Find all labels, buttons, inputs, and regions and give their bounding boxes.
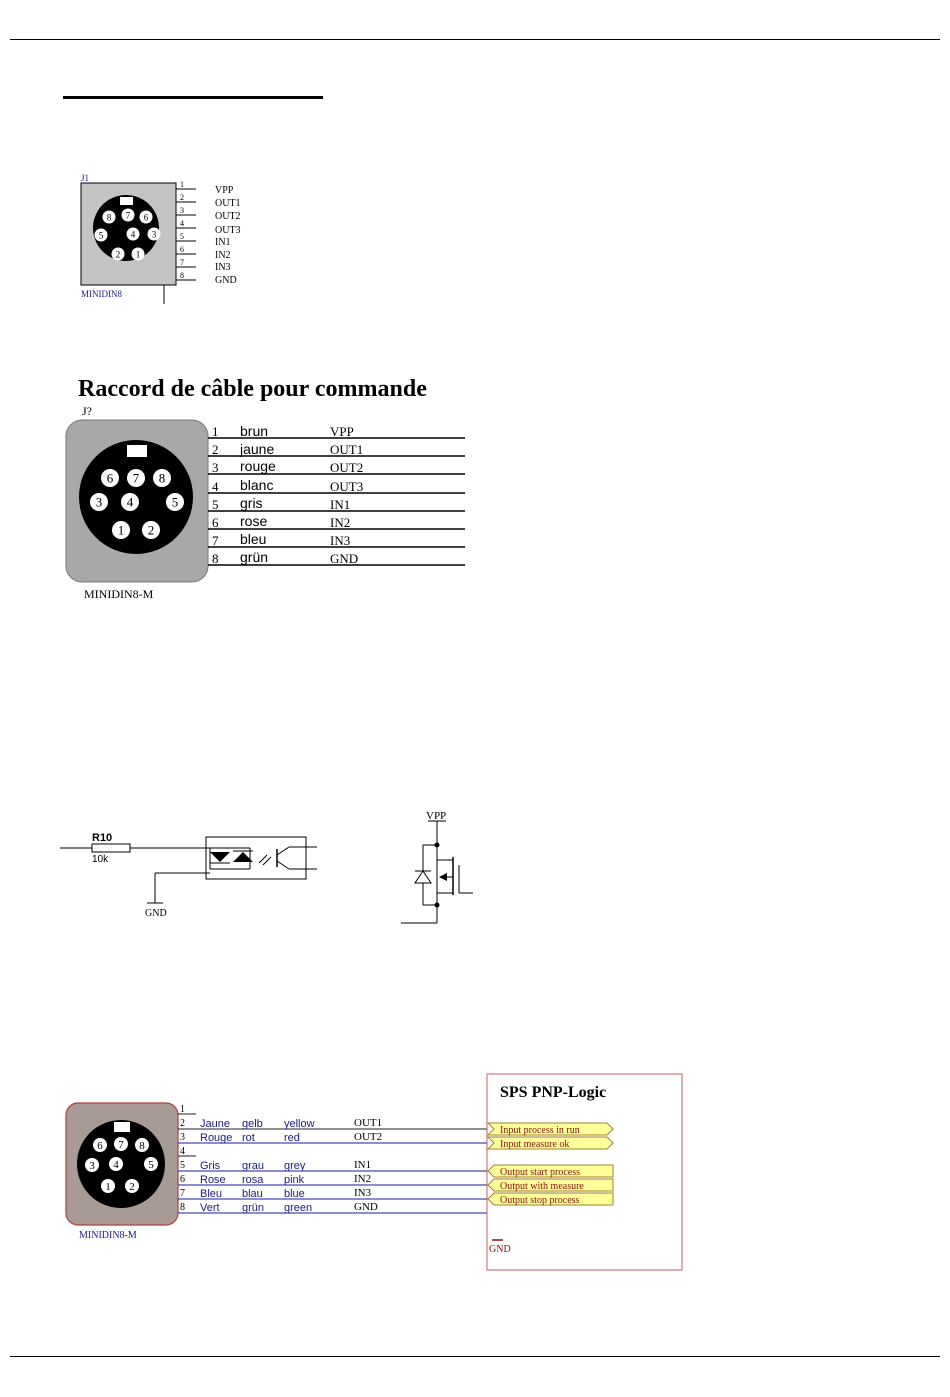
j2-signal: IN2: [330, 515, 351, 530]
j3-face-pin-label: 8: [139, 1140, 145, 1152]
j1-face-pin-label: 4: [130, 229, 136, 240]
j3-face-pin-label: 1: [105, 1181, 111, 1193]
output-mosfet-circuit: [395, 805, 485, 930]
j3-wire-fr: Gris: [200, 1160, 221, 1172]
j1-signal-label: IN3: [215, 262, 231, 273]
led-diode-symbol: [210, 852, 230, 862]
j3-pin-number: 3: [180, 1132, 185, 1143]
j2-ref-label: J?: [82, 404, 92, 418]
j1-signal-label: OUT1: [215, 198, 241, 209]
j2-signal: VPP: [330, 424, 354, 439]
j3-face-pin-label: 4: [113, 1159, 119, 1171]
j1-pin-number: 1: [180, 180, 184, 189]
j1-pin-number: 3: [180, 206, 184, 215]
j2-signal: OUT3: [330, 479, 364, 494]
j1-part-label: MINIDIN8: [81, 289, 122, 299]
j3-wire-fr: Vert: [200, 1202, 220, 1214]
plc-ports: [488, 1123, 613, 1206]
j2-wire-color: blanc: [240, 477, 274, 493]
j3-wire-de: grün: [242, 1202, 265, 1214]
j1-face-pin-label: 3: [151, 229, 157, 240]
j2-pin-number: 8: [212, 551, 219, 566]
j3-signal: OUT2: [354, 1131, 383, 1143]
j2-wire-color: jaune: [240, 441, 275, 457]
j2-pin-number: 7: [212, 533, 219, 548]
j1-signal-label: OUT2: [215, 211, 241, 222]
j2-pin-number: 4: [212, 479, 219, 494]
j2-wire-color: rose: [240, 513, 268, 529]
plc-port-label: Output with measure: [500, 1181, 584, 1192]
j2-pin-number: 3: [212, 460, 219, 475]
j2-signal: GND: [330, 551, 359, 566]
j3-wire-en: yellow: [284, 1118, 315, 1130]
j2-signal: OUT2: [330, 460, 364, 475]
vpp-label: VPP: [426, 810, 447, 822]
sps-wiring-diagram: [0, 1070, 700, 1315]
j1-face-pin-label: 6: [143, 212, 149, 223]
j3-pin-number: 6: [180, 1174, 185, 1185]
section-title: Raccord de câble pour commande: [78, 376, 427, 402]
j3-wire-en: pink: [284, 1174, 305, 1186]
j1-face-pin-label: 1: [135, 249, 141, 260]
j3-face-pin-label: 7: [118, 1139, 124, 1151]
j2-pin-number: 1: [212, 424, 219, 439]
j2-face-pin-label: 3: [95, 494, 103, 510]
j1-pin-numbers: [180, 180, 184, 280]
j2-face-pin-label: 4: [126, 494, 134, 510]
j3-wire-de: blau: [242, 1188, 263, 1200]
resistor-r10: [92, 844, 130, 852]
j1-key: [120, 197, 133, 205]
j1-signal-label: VPP: [215, 185, 234, 196]
j1-pin-leads: [176, 189, 196, 280]
j2-face-pin-label: 5: [171, 494, 179, 510]
j2-wire-color: bleu: [240, 531, 267, 547]
j2-wire-colors: [239, 423, 276, 565]
plc-port-label: Input measure ok: [500, 1139, 570, 1150]
j1-pin-number: 7: [180, 258, 184, 267]
j3-wire-names: [200, 1118, 315, 1214]
resistor-value-label: 10k: [92, 854, 109, 865]
j1-signal-label: GND: [215, 275, 237, 286]
j1-pin-number: 4: [180, 219, 184, 228]
bottom-rule: [10, 1356, 940, 1357]
j3-pin-number: 1: [180, 1104, 185, 1115]
j1-signal-label: IN2: [215, 250, 231, 261]
j3-signal: IN2: [354, 1173, 372, 1185]
j3-pin-number: 5: [180, 1160, 185, 1171]
j2-face-pin-label: 2: [147, 522, 155, 538]
j1-ref-label: J1: [81, 173, 90, 183]
j2-signal: IN3: [330, 533, 351, 548]
j2-key: [127, 445, 147, 457]
j2-signal: OUT1: [330, 442, 364, 457]
j2-wire-color: brun: [240, 423, 269, 439]
j3-pin-number: 7: [180, 1188, 185, 1199]
j3-wire-de: rot: [242, 1132, 255, 1144]
j1-signal-labels: [215, 185, 241, 286]
j3-wire-de: rosa: [242, 1174, 264, 1186]
ground-label: GND: [145, 908, 167, 919]
j3-face-pin-label: 2: [129, 1181, 135, 1193]
j2-face-pin-label: 6: [106, 470, 114, 486]
resistor-ref-label: R10: [92, 832, 113, 844]
j3-signal: IN1: [354, 1159, 372, 1171]
plc-port-label: Output start process: [500, 1167, 580, 1178]
j3-signal: IN3: [354, 1187, 372, 1199]
top-rule: [10, 39, 940, 40]
j3-pin-number: 4: [180, 1146, 185, 1157]
j2-pin-numbers: [212, 424, 219, 566]
j3-key: [114, 1122, 130, 1132]
cable-color-diagram: [0, 400, 480, 605]
j2-part-label: MINIDIN8-M: [84, 587, 154, 601]
minidin8-symbol-diagram: [0, 170, 300, 310]
plc-port-label: Output stop process: [500, 1195, 580, 1206]
j3-face-pin-label: 5: [148, 1159, 154, 1171]
j2-wire-color: gris: [240, 495, 263, 511]
j3-wire-en: green: [284, 1202, 313, 1214]
j3-wire-de: grau: [242, 1160, 265, 1172]
input-optocoupler-circuit: [55, 825, 330, 925]
j3-pin-number: 8: [180, 1202, 185, 1213]
j3-wire-en: grey: [284, 1160, 306, 1172]
j1-pin-number: 5: [180, 232, 184, 241]
j2-wire-color: grün: [240, 549, 269, 565]
heading-underline: [63, 96, 323, 99]
j2-face-pin-label: 7: [132, 470, 140, 486]
body-diode-symbol: [415, 871, 431, 883]
plc-port-label: Input process in run: [500, 1125, 580, 1136]
j3-signal: GND: [354, 1201, 378, 1213]
j1-face-pin-label: 5: [98, 230, 104, 241]
j2-pin-number: 2: [212, 442, 219, 457]
j3-pin-number: 2: [180, 1118, 185, 1129]
j3-wire-fr: Jaune: [200, 1118, 230, 1130]
j3-signal: OUT1: [354, 1117, 383, 1129]
j3-face-pin-label: 3: [89, 1160, 95, 1172]
j3-wire-en: red: [284, 1132, 300, 1144]
j1-signal-label: IN1: [215, 237, 231, 248]
j2-signals: [330, 424, 363, 566]
j1-face-pin-label: 2: [115, 249, 121, 260]
j3-wire-en: blue: [284, 1188, 305, 1200]
j2-pin-number: 6: [212, 515, 219, 530]
j1-pin-number: 6: [180, 245, 184, 254]
j3-face-pin-label: 6: [97, 1140, 103, 1152]
j3-wire-fr: Rose: [200, 1174, 226, 1186]
plc-title: SPS PNP-Logic: [500, 1084, 607, 1101]
j1-pin-number: 8: [180, 271, 184, 280]
j3-wire-de: gelb: [242, 1118, 263, 1130]
j2-face-pin-label: 1: [117, 522, 125, 538]
j1-face-pin-label: 8: [106, 212, 112, 223]
j1-pin-number: 2: [180, 193, 184, 202]
j2-face-pin-label: 8: [158, 470, 166, 486]
j3-part-label: MINIDIN8-M: [79, 1230, 137, 1241]
j1-signal-label: OUT3: [215, 225, 241, 236]
j3-pin-numbers: [180, 1104, 185, 1213]
j3-wire-fr: Bleu: [200, 1188, 223, 1200]
j2-pin-number: 5: [212, 497, 219, 512]
j2-wire-color: rouge: [240, 458, 276, 474]
j1-face-pin-label: 7: [125, 210, 131, 221]
j3-wire-fr: Rouge: [200, 1132, 233, 1144]
j2-signal: IN1: [330, 497, 351, 512]
plc-ground-label: GND: [489, 1244, 511, 1255]
